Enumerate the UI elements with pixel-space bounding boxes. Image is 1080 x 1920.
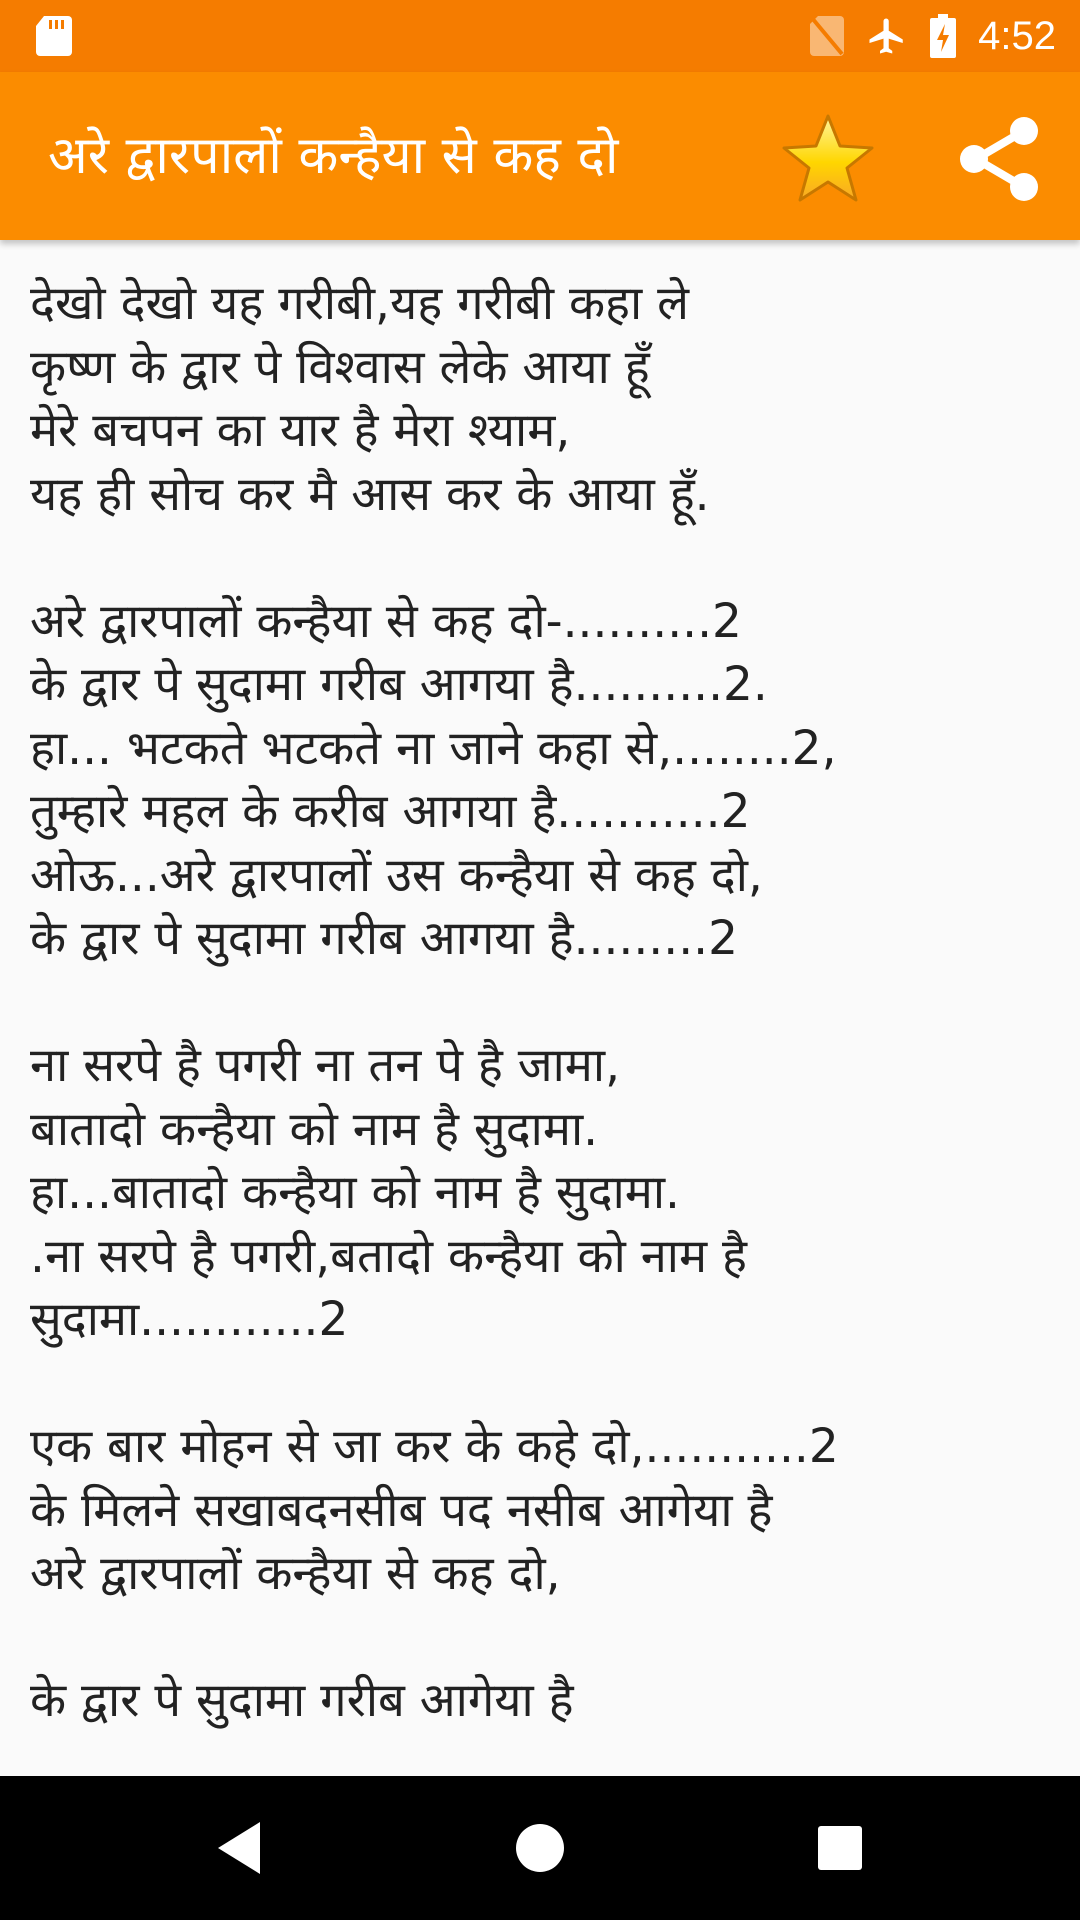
app-bar [0,72,1080,240]
lyric-line: कृष्ण के द्वार पे विश्वास लेके आया हूँ [30,339,650,395]
lyric-line: के मिलने सखाबदनसीब पद नसीब आगेया है [30,1482,773,1538]
no-sim-icon [810,16,844,56]
recents-button[interactable] [804,1812,876,1884]
page-title: अरे द्वारपालों कन्हैया से कह दो [48,126,619,186]
lyric-line: ओऊ...अरे द्वारपालों उस कन्हैया से कह दो, [30,847,763,903]
lyric-stanza [30,1669,1050,1733]
lyrics-text [30,272,1050,1796]
star-icon [780,110,876,206]
sd-card-icon [36,16,72,56]
lyric-line: तुम्हारे महल के करीब आगया है...........2 [30,784,751,839]
lyric-line: एक बार मोहन से जा कर के कहे दो,...........2 [30,1419,839,1474]
airplane-mode-icon [866,15,908,57]
lyric-line: के द्वार पे सुदामा गरीब आगया है.........2 [30,911,738,966]
lyric-stanza [30,590,1050,971]
share-button[interactable] [954,114,1044,204]
lyric-line: अरे द्वारपालों कन्हैया से कह दो-..........2 [30,593,742,649]
battery-charging-icon [930,14,956,58]
lyric-line: सुदामा............2 [30,1292,349,1347]
lyric-line: ना सरपे है पगरी ना तन पे है जामा, [30,1038,621,1093]
lyric-line: मेरे बचपन का यार है मेरा श्याम, [30,403,571,458]
navigation-bar [0,1776,1080,1920]
home-button[interactable] [504,1812,576,1884]
lyric-line: देखो देखो यह गरीबी,यह गरीबी कहा ले [30,276,689,331]
lyric-line: के द्वार पे सुदामा गरीब आगेया है [30,1673,574,1728]
recents-icon [804,1812,876,1884]
lyric-line: अरे द्वारपालों कन्हैया से कह दो, [30,1546,561,1601]
favorite-button[interactable] [780,110,876,206]
home-icon [504,1812,576,1884]
lyric-line: बातादो कन्हैया को नाम है सुदामा. [30,1101,599,1157]
lyric-stanza [30,1034,1050,1352]
status-clock: 4:52 [978,14,1056,58]
lyric-line: हा... भटकते भटकते ना जाने कहा से,........2, [30,720,837,776]
lyric-line: यह ही सोच कर मै आस कर के आया हूँ. [30,466,710,522]
lyric-line: हा...बातादो कन्हैया को नाम है सुदामा. [30,1165,681,1220]
back-icon [204,1812,276,1884]
lyric-stanza [30,1415,1050,1606]
status-icons [810,0,1056,72]
back-button[interactable] [204,1812,276,1884]
lyric-stanza [30,272,1050,526]
lyric-line: के द्वार पे सुदामा गरीब आगया है..........2. [30,657,768,712]
share-icon [954,114,1044,204]
lyric-line: .ना सरपे है पगरी,बतादो कन्हैया को नाम है [30,1228,747,1284]
status-bar [0,0,1080,72]
